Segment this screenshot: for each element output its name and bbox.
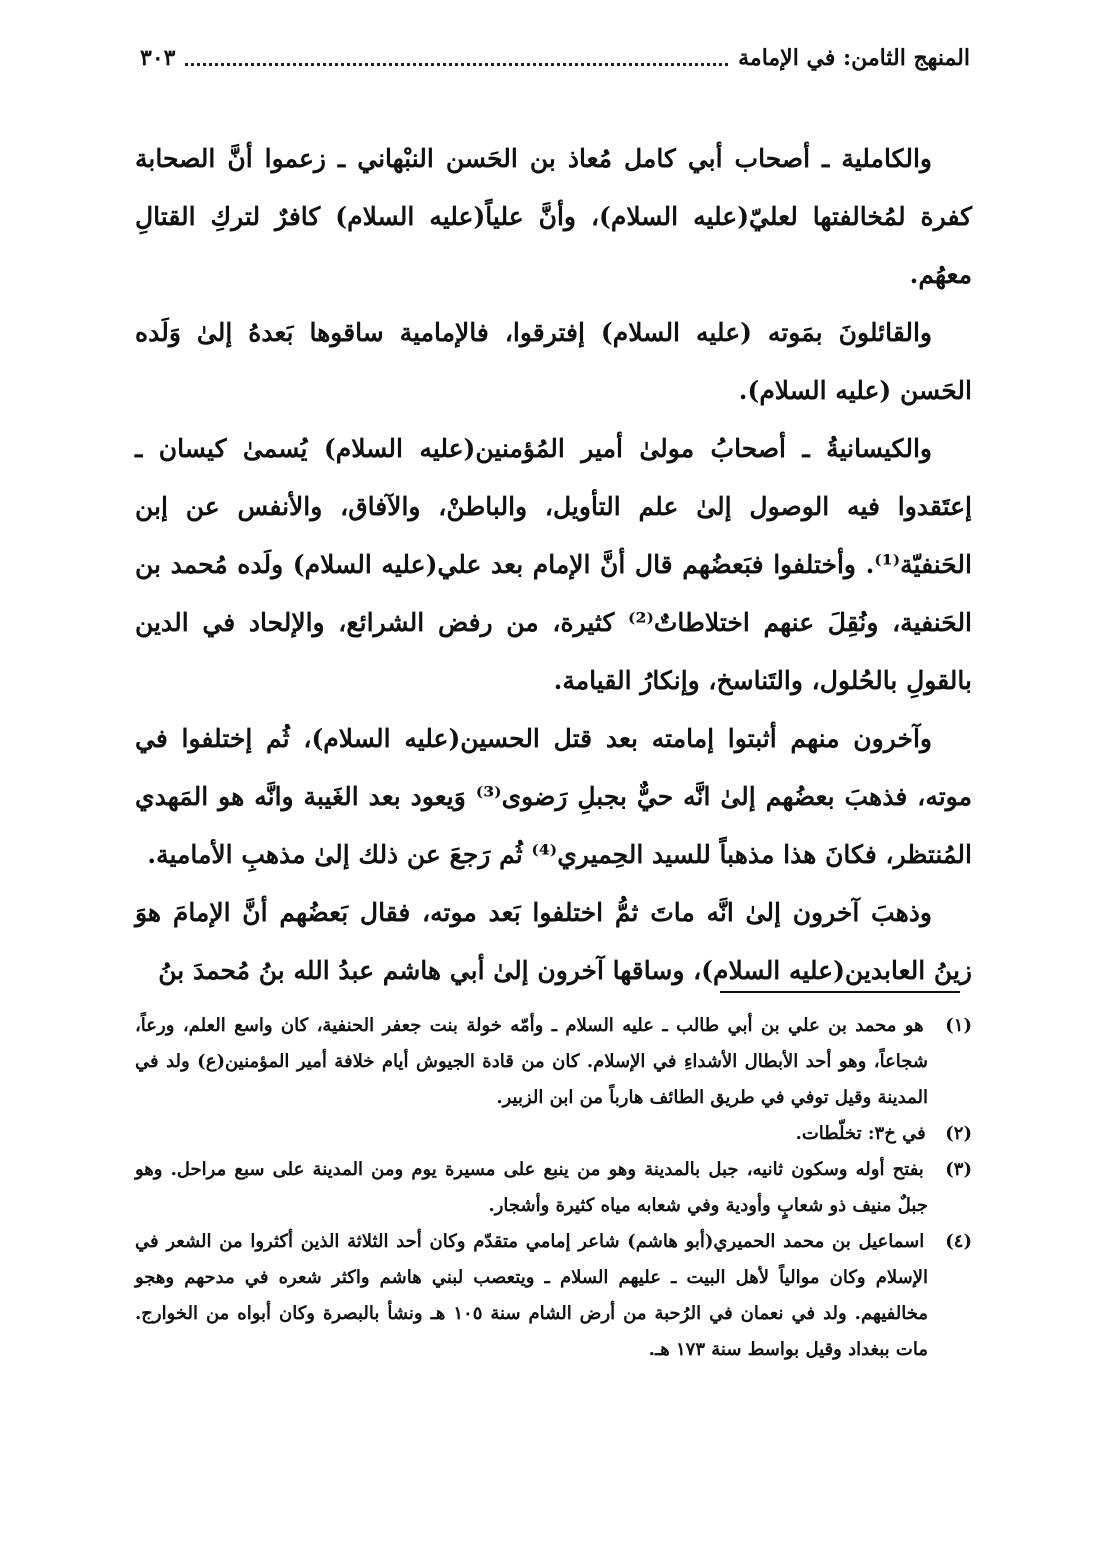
footnote-text: في خ٣: تخلّطات. (795, 1123, 926, 1144)
footnote-number: (٤) (945, 1231, 972, 1252)
page-number: ٣٠٣ (140, 45, 176, 71)
main-text (135, 130, 972, 1000)
dot-leader (185, 51, 728, 66)
chapter-title: المنهج الثامن: في الإمامة (738, 45, 970, 71)
paragraph: والقائلونَ بمَوته (عليه السلام) إفترقوا، فالإمامية ساقوها بَعدهُ إلىٰ وَلَده الحَسن (عليه السلام). (135, 318, 972, 405)
paragraph: وذهبَ آخرون إلىٰ انَّه ماتَ ثمُّ اختلفوا بَعد موته، فقال بَعضُهم أنَّ الإمامَ هوَ زينُ العابدين(عليه السلام)، وساقها آخرون إلىٰ أبي هاشم عبدُ الله بنُ مُحمدَ بنُ (135, 898, 972, 985)
footnote-number: (٢) (945, 1123, 972, 1144)
running-header (140, 38, 970, 78)
paragraph: وآخرون منهم أثبتوا إمامته بعد قتل الحسين(عليه السلام)، ثُم إختلفوا في موته، فذهبَ بعضُهم إلىٰ انَّه حيٌّ بجبلِ رَضوى⁽³⁾ وَيعود بعد الغَيبة وانَّه هو المَهدي المُنتظر، فكانَ هذا مذهباً للسيد الحِميري⁽⁴⁾ ثُم رَجعَ عن ذلك إلىٰ مذهبِ الأمامية. (135, 724, 972, 869)
paragraph: والكيسانيةُ ـ أصحابُ مولىٰ أمير المُؤمنين(عليه السلام) يُسمىٰ كيسان ـ إعتَقدوا فيه الوصول إلىٰ علم التأويل، والباطنْ، والآفاق، والأنفس عن إبن الحَنفيّة⁽¹⁾. وأختلفوا فبَعضُهم قال أنَّ الإمام بعد علي(عليه السلام) ولَده مُحمد بن الحَنفية، ونُقِلَ عنهم اختلاطاتٌ⁽²⁾ كثيرة، من رفض الشرائع، والإلحاد في الدين بالقولِ بالحُلول، والتَناسخ، وإنكارُ القيامة. (135, 434, 973, 695)
footnote-text: بفتح أوله وسكون ثانيه، جبل بالمدينة وهو من ينبع على مسيرة يوم ومن المدينة على سبع مراحل. وهو جبلٌ منيف ذو شعابٍ وأودية وفي شعابه مياه كثيرة وأشجار. (135, 1159, 928, 1216)
paragraph: والكاملية ـ أصحاب أبي كامل مُعاذ بن الحَسن النبْهاني ـ زعموا أنَّ الصحابة كفرة لمُخالفتها لعليّ(عليه السلام)، وأنَّ علياً(عليه السلام) كافرٌ لتركِ القتالِ معهُم. (135, 144, 972, 289)
footnotes (135, 1008, 972, 1368)
footnote-number: (٣) (945, 1159, 972, 1180)
footnote (135, 1008, 972, 1116)
footnote (135, 1152, 972, 1224)
footnote-separator (720, 991, 960, 993)
footnote-number: (١) (945, 1015, 972, 1036)
footnote (135, 1224, 972, 1368)
footnote-text: اسماعيل بن محمد الحميري(أبو هاشم) شاعر إمامي متقدّم وكان أحد الثلاثة الذين أكثروا من الشعر في الإسلام وكان موالياً لأهل البيت ـ عليهم السلام ـ ويتعصب لبني هاشم واكثر شعره في مدحهم وهجو مخالفيهم. ولد في نعمان في الرُحبة من أرض الشام سنة ١٠٥ هـ ونشأ بالبصرة وكان أبواه من الخوارج. مات ببغداد وقيل بواسط سنة ١٧٣ هـ. (135, 1231, 928, 1360)
footnote (135, 1116, 972, 1152)
footnote-text: هو محمد بن علي بن أبي طالب ـ عليه السلام ـ وأمّه خولة بنت جعفر الحنفية، كان واسع العلم، ورعاً، شجاعاً، وهو أحد الأبطال الأشداءِ في الإسلام. كان من قادة الجيوش أيام خلافة أمير المؤمنين(ع) ولد في المدينة وقيل توفي في طريق الطائف هارباً من ابن الزبير. (135, 1015, 928, 1108)
